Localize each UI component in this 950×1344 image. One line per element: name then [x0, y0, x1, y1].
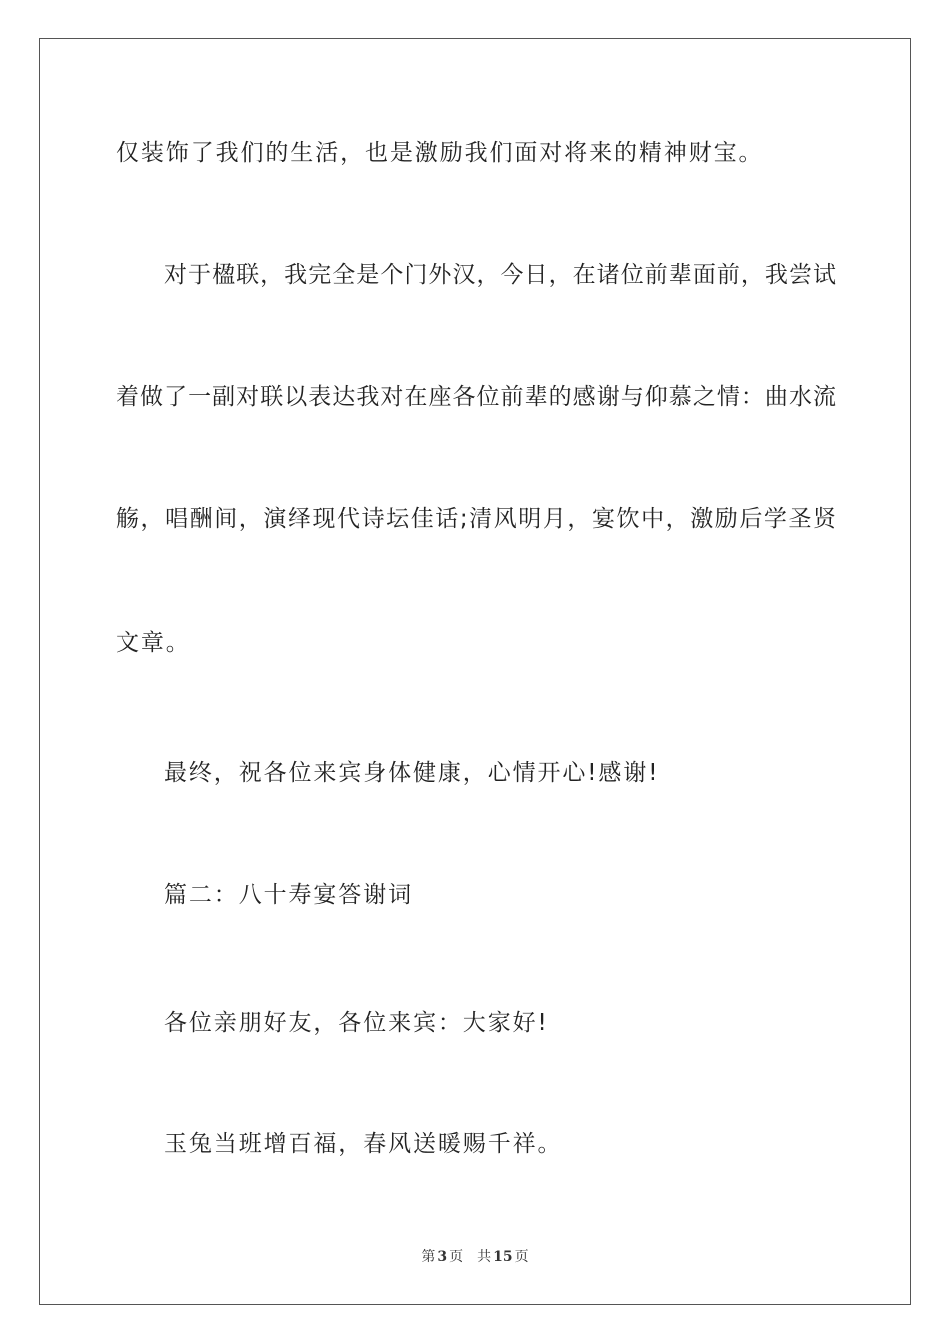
paragraph-line-3: 着做了一副对联以表达我对在座各位前辈的感谢与仰慕之情：曲水流 [116, 384, 836, 410]
page-prefix: 第 [421, 1249, 436, 1265]
section-heading: 篇二：八十寿宴答谢词 [164, 882, 413, 908]
paragraph-line-4: 觞，唱酬间，演绎现代诗坛佳话;清风明月，宴饮中，激励后学圣贤 [116, 506, 836, 532]
total-suffix: 页 [514, 1249, 529, 1265]
paragraph-line-1: 仅装饰了我们的生活，也是激励我们面对将来的精神财宝。 [116, 140, 764, 166]
paragraph-line-2: 对于楹联，我完全是个门外汉，今日，在诸位前辈面前，我尝试 [164, 262, 836, 288]
paragraph-line-5: 文章。 [116, 630, 191, 656]
page-footer [0, 1248, 950, 1266]
closing-wishes-line: 最终，祝各位来宾身体健康，心情开心!感谢! [164, 760, 660, 786]
page-border [39, 38, 911, 1305]
page-current: 3 [437, 1249, 448, 1265]
couplet-line: 玉兔当班增百福，春风送暖赐千祥。 [164, 1131, 563, 1157]
page-total: 15 [493, 1249, 513, 1265]
page-suffix: 页 [449, 1249, 464, 1265]
total-prefix: 共 [477, 1249, 492, 1265]
greeting-line: 各位亲朋好友，各位来宾：大家好! [164, 1010, 549, 1036]
